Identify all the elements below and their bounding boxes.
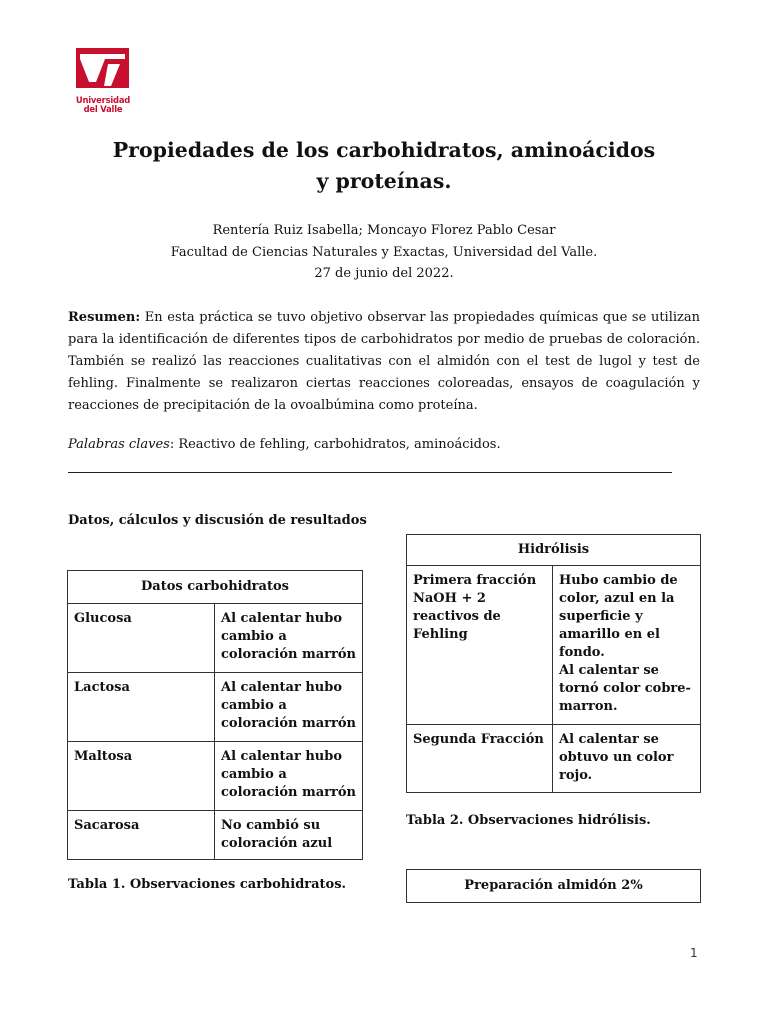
table2-cell-name: Primera fracción NaOH + 2 reactivos de Fehling [407,566,553,725]
univalle-logo-icon [76,42,129,92]
page-number: 1 [690,946,698,960]
starch-table [406,869,701,903]
table2-cell-obs: Al calentar se obtuvo un color rojo. [553,725,701,793]
table-row [407,725,701,793]
table1-cell-name: Lactosa [68,673,215,742]
table1-caption: Tabla 1. Observaciones carbohidratos. [68,877,347,892]
table-row [68,673,363,742]
keywords-label: Palabras claves [68,437,170,452]
table1-cell-name: Glucosa [68,604,215,673]
table1-cell-obs: Al calentar hubo cambio a coloración marrón [215,742,363,811]
table3-header: Preparación almidón 2% [407,870,701,903]
table2-cell-obs-line1: Hubo cambio de color, azul en la superficie y amarillo en el fondo. [559,573,678,660]
table-row [68,811,363,860]
table2-header: Hidrólisis [407,535,701,566]
university-logo [76,42,130,120]
section-divider [68,472,672,473]
page-title: Propiedades de los carbohidratos, aminoácidos y proteínas. [112,138,656,193]
authors: Rentería Ruiz Isabella; Moncayo Florez Pablo Cesar [212,223,556,238]
table-row [68,604,363,673]
table2-cell-name: Segunda Fracción [407,725,553,793]
affiliation: Facultad de Ciencias Naturales y Exactas, Universidad del Valle. [170,245,598,260]
keywords-text: : Reactivo de fehling, carbohidratos, aminoácidos. [169,437,501,452]
table1-cell-obs: No cambió su coloración azul [215,811,363,860]
table2-caption: Tabla 2. Observaciones hidrólisis. [406,813,651,828]
section-heading: Datos, cálculos y discusión de resultados [68,513,367,528]
table1-cell-name: Maltosa [68,742,215,811]
table-row [407,566,701,725]
hydrolysis-table [406,534,701,793]
abstract [68,307,700,417]
abstract-text: En esta práctica se tuvo objetivo observar las propiedades químicas que se utilizan para la identificación de diferentes tipos de carbohidratos por medio de pruebas de coloración. También se realizó las reacciones cualitativas con el almidón con el test de lugol y test de fehling. Finalmente se realizaron ciertas reacciones coloreadas, ensayos de coagulación y reacciones de precipitación de la ovoalbúmina como proteína. [68,310,700,413]
logo-name-line2: del Valle [83,104,123,114]
table1-cell-obs: Al calentar hubo cambio a coloración marrón [215,673,363,742]
table2-cell-obs-line2: Al calentar se tornó color cobre-marron. [559,663,691,714]
carbohydrates-table [67,570,363,860]
table1-header: Datos carbohidratos [68,571,363,604]
table2-cell-obs [553,566,701,725]
logo-name-line1: Universidad [75,95,131,105]
table1-cell-name: Sacarosa [68,811,215,860]
table-row [68,742,363,811]
date: 27 de junio del 2022. [314,266,454,281]
table1-cell-obs: Al calentar hubo cambio a coloración marrón [215,604,363,673]
keywords [68,434,700,456]
abstract-label: Resumen: [68,310,141,325]
